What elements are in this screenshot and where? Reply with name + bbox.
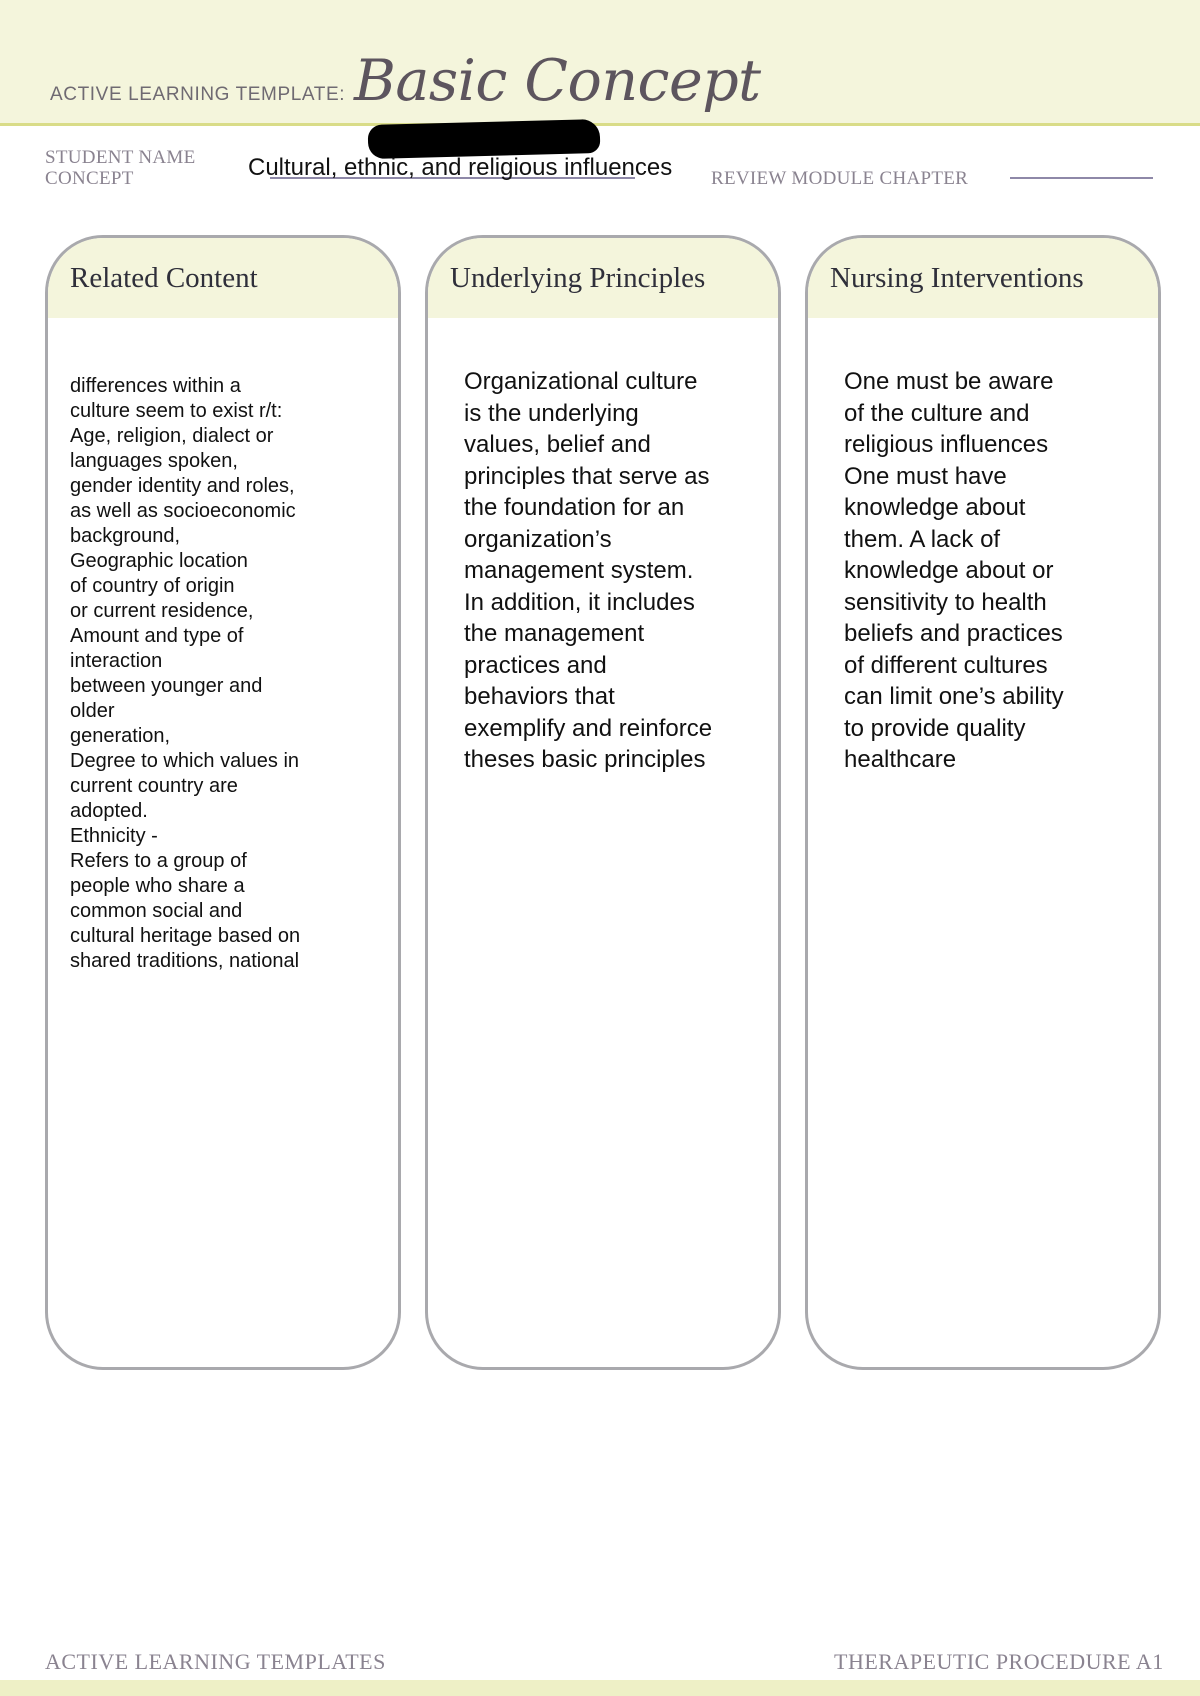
related-content-header (48, 238, 398, 318)
underlying-principles-title: Underlying Principles (450, 261, 706, 294)
nursing-interventions-card (805, 235, 1161, 1370)
review-module-underline[interactable] (1010, 177, 1153, 179)
concept-label: CONCEPT (45, 168, 134, 189)
nursing-interventions-body[interactable]: One must be aware of the culture and religious influences One must have knowledge about them. A lack of knowledge about or sensitivity to health beliefs and practices of different cultures can limit one’s ability to provide quality healthcare (844, 368, 1064, 773)
footer-band (0, 1680, 1200, 1696)
related-content-card (45, 235, 401, 1370)
underlying-principles-card (425, 235, 781, 1370)
template-title: Basic Concept (354, 48, 761, 114)
concept-value[interactable]: Cultural, ethnic, and religious influences (248, 154, 673, 181)
nursing-interventions-header (808, 238, 1158, 318)
nursing-interventions-title: Nursing Interventions (830, 261, 1084, 294)
related-content-title: Related Content (70, 261, 258, 294)
footer-right: THERAPEUTIC PROCEDURE A1 (834, 1649, 1164, 1674)
student-name-label: STUDENT NAME (45, 147, 196, 168)
review-module-label: REVIEW MODULE CHAPTER (711, 168, 969, 189)
underlying-principles-header (428, 238, 778, 318)
underlying-principles-body[interactable]: Organizational culture is the underlying values, belief and principles that serve as the foundation for an organization’s management system. In addition, it includes the management practices and behaviors that exemplify and reinforce theses basic principles (464, 368, 713, 773)
footer-left: ACTIVE LEARNING TEMPLATES (45, 1649, 386, 1674)
related-content-body[interactable]: differences within a culture seem to exist r/t: Age, religion, dialect or languages spoken, gender identity and roles, as well as socioeconomic background, Geographic location of country of origin or current residence, Amount and type of interaction between younger and older generation, Degree to which values in current country are adopted. Ethnicity - Refers to a group of people who share a common social and cultural heritage based on shared traditions, national (70, 375, 301, 972)
template-prefix: ACTIVE LEARNING TEMPLATE: (50, 84, 346, 105)
